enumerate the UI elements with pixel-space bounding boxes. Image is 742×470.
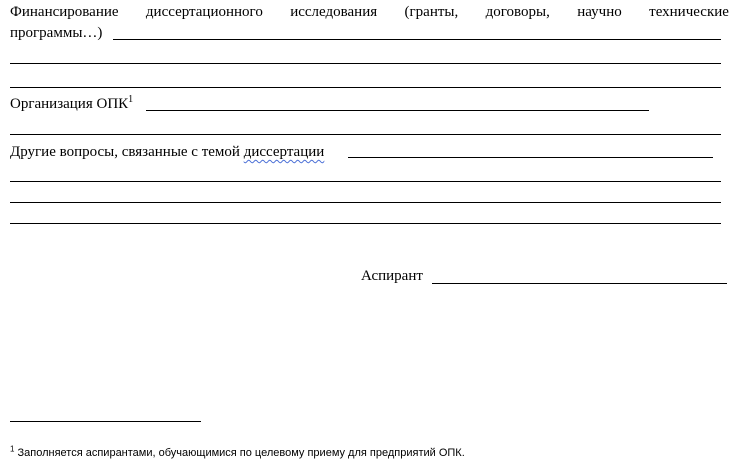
- financing-word: Финансирование: [10, 4, 119, 20]
- footnote-text: Заполняется аспирантами, обучающимися по целевому приему для предприятий ОПК.: [14, 447, 465, 459]
- financing-word: исследования: [290, 4, 378, 20]
- other-questions-label-text: Другие вопросы, связанные с темой: [10, 144, 244, 160]
- spellcheck-flagged-word: диссертации: [243, 144, 325, 160]
- financing-word: технические: [649, 4, 729, 20]
- financing-word: договоры,: [485, 4, 550, 20]
- financing-line-1: [10, 3, 729, 21]
- other-questions-fill-line[interactable]: [348, 157, 713, 158]
- other-questions-fill-line-extra[interactable]: [10, 181, 721, 182]
- financing-fill-line-extra[interactable]: [10, 87, 721, 88]
- organization-fill-line-extra[interactable]: [10, 134, 721, 135]
- signature-label: Аспирант: [361, 268, 423, 284]
- other-questions-fill-line-extra[interactable]: [10, 202, 721, 203]
- organization-fill-line[interactable]: [146, 110, 649, 111]
- financing-word: научно: [577, 4, 622, 20]
- organization-label: [10, 95, 133, 113]
- financing-word: (гранты,: [404, 4, 459, 20]
- signature-line[interactable]: [432, 283, 727, 284]
- organization-label-text: Организация ОПК: [10, 96, 129, 112]
- other-questions-label: [10, 143, 324, 161]
- financing-line-2: программы…): [10, 25, 103, 41]
- financing-word: диссертационного: [145, 4, 263, 20]
- footnote-separator: [10, 421, 201, 422]
- footnote: [10, 446, 465, 460]
- financing-fill-line[interactable]: [113, 39, 721, 40]
- other-questions-fill-line-extra[interactable]: [10, 223, 721, 224]
- financing-fill-line-extra[interactable]: [10, 63, 721, 64]
- footnote-marker: 1: [10, 444, 15, 454]
- footnote-reference: 1: [128, 94, 134, 105]
